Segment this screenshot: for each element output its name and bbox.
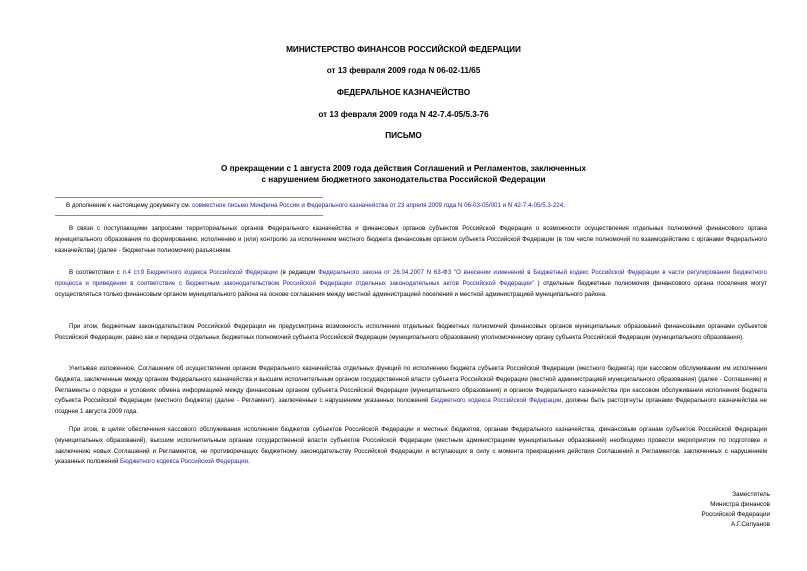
p5-text-a: При этом, в целях обеспечения кассового обслуживания исполнения бюджетов субъектов Российской Федерации и местных бюджетов, органам Федерального казначейства, финансовым органам субъектов Российской Федерации (муниципальных образований), высшим исполнительным органам государственной власти субъектов Российской Федерации (местным администрациям муниципальных образований) необходимо провести мероприятия по подготовке и заключению новых Соглашений и Регламентов, не противоречащих бюджетному законодательству Российской Федерации и вступающих в силу с момента прекращения действия Соглашений и Регламентов, заключенных с нарушением указанных положений — [55, 426, 767, 466]
paragraph-4 — [55, 364, 767, 418]
reference-note — [66, 202, 766, 210]
note-prefix: В дополнение к настоящему документу см. — [66, 202, 193, 209]
p2-text-c: ) отдельные бюджетные полномочия финансового органа поселения могут осуществляться только финансовым органом муниципального района на основе соглашения между местной администрацией поселения и местной администрацией муниципального района. — [55, 279, 767, 298]
note-suffix: . — [563, 202, 565, 209]
treasury-letter-date: от 13 февраля 2009 года N 42-7.4-05/5.3-76 — [318, 110, 489, 119]
ministry-letter-date: от 13 февраля 2009 года N 06-02-11/65 — [326, 66, 481, 75]
paragraph-5 — [55, 425, 767, 468]
title-line-1: О прекращении с 1 августа 2009 года действия Соглашений и Регламентов, заключенных — [220, 164, 587, 173]
p4-text-a: Учитывая изложенное, Соглашения об осуществлении органом Федерального казначейства отдельных функций по исполнению бюджета субъекта Российской Федерации (местного бюджета) при кассовом обслуживании им исполнения бюджета, заключенные между органом Федерального казначейства и высшим исполнительным органом государственной власти субъекта Российской Федерации (местной администрацией муниципального образования) (далее - Соглашение) и Регламенты о порядке и условиях обмена информацией между финансовым органом субъекта Российской Федерации (муниципального образования) и органом Федерального казначейства при кассовом обслуживании исполнения бюджета субъекта Российской Федерации (местного бюджета) (далее - Регламент), заключенные с нарушением указанных положений — [55, 365, 767, 405]
p2-text-b: (в редакции — [277, 269, 319, 276]
signature-country: Российской Федерации — [701, 511, 770, 518]
document-title — [0, 163, 807, 185]
p5-text-b: . — [248, 458, 250, 466]
paragraph-1: В связи с поступающими запросами территориальных органов Федерального казначейства и финансовых органов субъектов Российской Федерации о возможности осуществления отдельных полномочий финансового органа муниципального образования по формированию, исполнению и (или) контролю за исполнением местного бюджета финансовым органом субъекта Российской Федерации (в том числе полномочий по взаимодействию с органами Федерального казначейства) (далее - бюджетные полномочия) разъясняем. — [55, 225, 767, 254]
federal-law-link[interactable]: Федерального закона от 26.04.2007 N 63-ФЗ "О внесении изменений в Бюджетный кодекс Российской Федерации в части регулирования бюджетного процесса и приведении в соответствие с бюджетным законодательством Российской Федерации отдельных законодательных актов Российской Федерации" — [55, 269, 767, 287]
budget-code-link-1[interactable]: Бюджетного кодекса Российской Федерации — [430, 397, 562, 405]
signature-name: А.Г.Силуанов — [731, 521, 770, 528]
p2-text-a: В соответствии с — [69, 269, 123, 276]
title-line-2: с нарушением бюджетного законодательства Российской Федерации — [261, 175, 546, 184]
budget-code-article-link[interactable]: п.4 ст.9 Бюджетного кодекса Российской Федерации — [122, 269, 278, 276]
p4-text-b: , должны быть расторгнуты органами Федерального казначейства не позднее 1 августа 2009 года. — [55, 397, 767, 416]
ministry-heading: МИНИСТЕРСТВО ФИНАНСОВ РОССИЙСКОЙ ФЕДЕРАЦИИ — [286, 45, 521, 54]
note-reference-link[interactable]: совместное письмо Минфина России и Федерального казначейства от 23 апреля 2009 года N 06-03-05/001 и N 42-7.4-05/5.3-224 — [192, 202, 564, 209]
paragraph-2 — [55, 268, 767, 300]
signature-position: Заместитель — [732, 491, 770, 498]
paragraph-3: При этом, бюджетным законодательством Российской Федерации не предусмотрена возможность исполнения отдельных бюджетных полномочий финансовых органов муниципальных образований финансовыми органами субъектов Российской Федерации, равно как и передача отдельных бюджетных полномочий субъекта Российской Федерации (муниципального образования) уполномоченному органу субъекта Российской Федерации (муниципального образования). — [55, 323, 767, 341]
document-type: ПИСЬМО — [385, 131, 422, 140]
note-top-divider — [55, 197, 323, 198]
treasury-heading: ФЕДЕРАЛЬНОЕ КАЗНАЧЕЙСТВО — [336, 88, 471, 97]
signature-block — [570, 490, 770, 530]
signature-title: Министра финансов — [710, 501, 770, 508]
budget-code-link-2[interactable]: Бюджетного кодекса Российской Федерации — [120, 458, 249, 466]
note-bottom-divider — [55, 215, 323, 216]
